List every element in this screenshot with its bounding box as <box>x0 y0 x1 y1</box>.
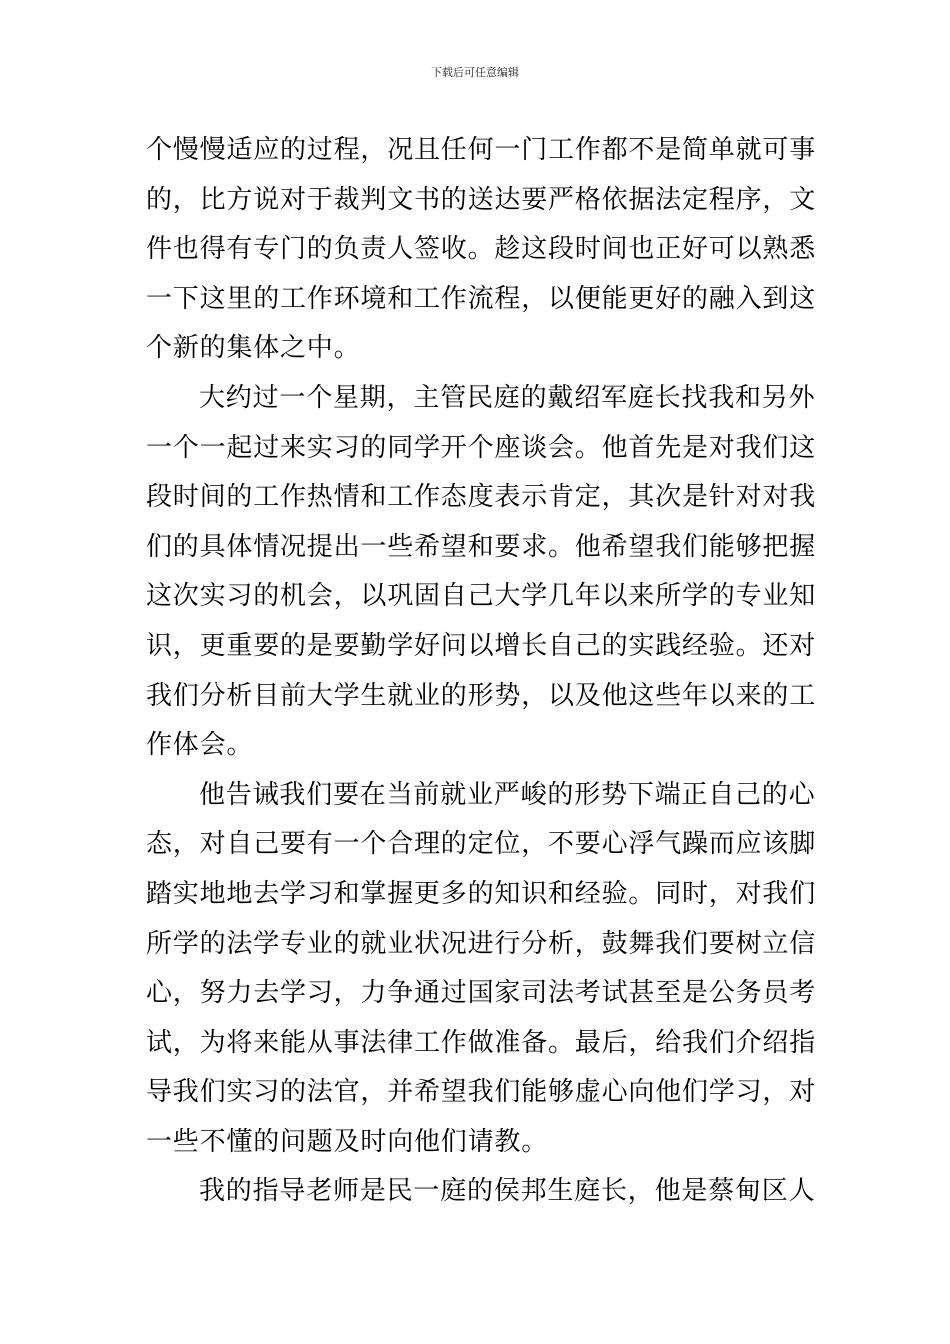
text-line: 一下这里的工作环境和工作流程，以便能更好的融入到这 <box>146 283 817 314</box>
paragraph-3 <box>146 771 817 1168</box>
text-line: 的，比方说对于裁判文书的送达要严格依据法定程序，文 <box>146 184 817 215</box>
text-line: 大约过一个星期，主管民庭的戴绍军庭长找我和另外 <box>199 382 816 413</box>
text-line: 所学的法学专业的就业状况进行分析，鼓舞我们要树立信 <box>146 928 817 959</box>
text-line: 个慢慢适应的过程，况且任何一门工作都不是简单就可事 <box>146 135 817 165</box>
text-line: 我的指导老师是民一庭的侯邦生庭长，他是蔡甸区人 <box>199 1176 816 1207</box>
document-body <box>146 126 817 1217</box>
text-line: 我们分析目前大学生就业的形势，以及他这些年以来的工 <box>146 680 817 711</box>
text-line: 这次实习的机会，以巩固自己大学几年以来所学的专业知 <box>146 581 817 612</box>
text-line: 们的具体情况提出一些希望和要求。他希望我们能够把握 <box>146 531 817 562</box>
text-line: 个新的集体之中。 <box>146 333 361 364</box>
text-line: 导我们实习的法官，并希望我们能够虚心向他们学习，对 <box>146 1077 817 1108</box>
text-line: 他告诫我们要在当前就业严峻的形势下端正自己的心 <box>199 779 816 810</box>
paragraph-4 <box>146 1167 816 1217</box>
text-line: 态，对自己要有一个合理的定位，不要心浮气躁而应该脚 <box>146 829 817 860</box>
page-header-note: 下载后可任意编辑 <box>431 66 519 79</box>
text-line: 件也得有专门的负责人签收。趁这段时间也正好可以熟悉 <box>146 234 817 265</box>
text-line: 一个一起过来实习的同学开个座谈会。他首先是对我们这 <box>146 432 817 463</box>
text-line: 踏实地地去学习和掌握更多的知识和经验。同时，对我们 <box>146 878 817 909</box>
text-line: 作体会。 <box>146 730 254 761</box>
text-line: 段时间的工作热情和工作态度表示肯定，其次是针对对我 <box>146 482 817 513</box>
text-line: 一些不懂的问题及时向他们请教。 <box>146 1126 549 1157</box>
text-line: 心，努力去学习，力争通过国家司法考试甚至是公务员考 <box>146 978 817 1009</box>
text-line: 识，更重要的是要勤学好问以增长自己的实践经验。还对 <box>146 630 817 661</box>
paragraph-1 <box>146 126 817 374</box>
paragraph-2 <box>146 374 817 771</box>
text-line: 试，为将来能从事法律工作做准备。最后，给我们介绍指 <box>146 1027 817 1058</box>
